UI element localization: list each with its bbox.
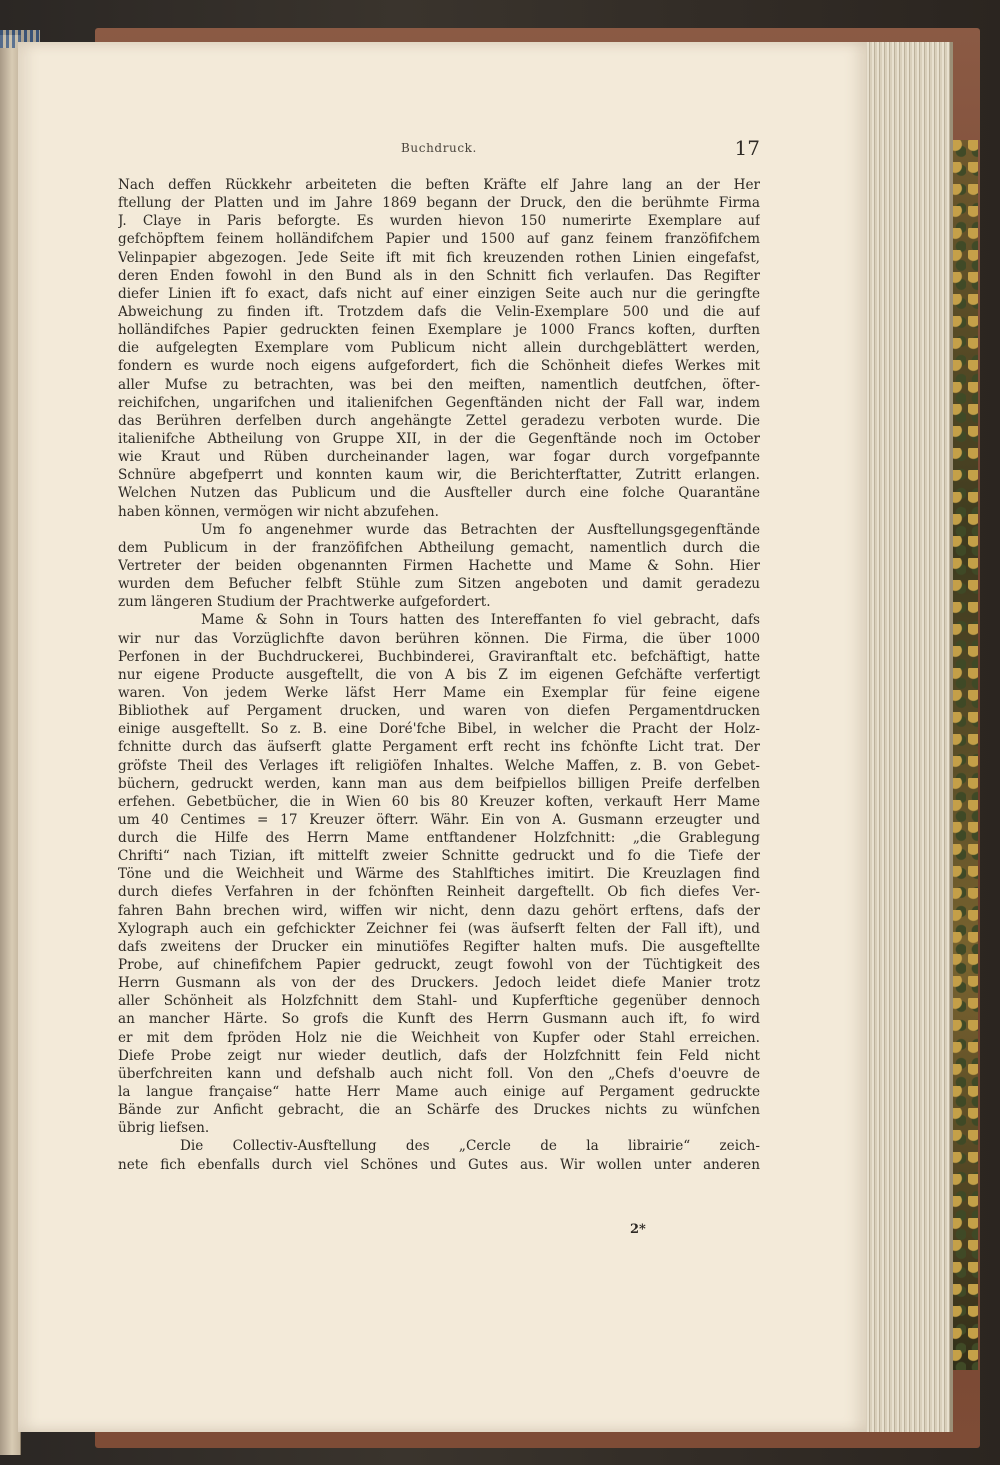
- text-line: aller Schönheit als Holzfchnitt dem Stahl- und Kupferftiche gegenüber dennoch: [118, 993, 760, 1010]
- text-line: dafs zweitens der Drucker ein minutiöfes Regifter halten mufs. Die ausgeftellte: [118, 938, 760, 955]
- text-line: ftellung der Platten und im Jahre 1869 begann der Druck, den die berühmte Firma: [118, 195, 760, 212]
- text-line: reichifchen, ungarifchen und italienifchen Gegenftänden nicht der Fall war, indem: [118, 394, 760, 411]
- text-line: büchern, gedruckt werden, kann man aus dem beifpiellos billigen Preife derfelben: [118, 775, 760, 792]
- text-line: Herrn Gusmann als von der des Druckers. Jedoch leidet diefe Manier trotz: [118, 975, 760, 992]
- text-line: nur eigene Producte ausgeftellt, die von A bis Z im eigenen Gefchäfte verfertigt: [118, 666, 760, 683]
- text-line: Welchen Nutzen das Publicum und die Ausfteller durch eine folche Quarantäne: [118, 485, 760, 502]
- text-line: Abweichung zu finden ift. Trotzdem dafs die Velin-Exemplare 500 und die auf: [118, 303, 760, 320]
- text-line: Um fo angenehmer wurde das Betrachten der Ausftellungsgegenftände: [201, 521, 760, 538]
- text-line: diefer Linien ift fo exact, dafs nicht auf einer einzigen Seite auch nur die geringfte: [118, 285, 760, 302]
- text-line: durch diefes Verfahren in der fchönften Reinheit dargeftellt. Ob fich diefes Ver-: [118, 884, 760, 901]
- text-line: deren Enden fowohl in den Bund als in den Schnitt fich verlaufen. Das Regifter: [118, 267, 760, 284]
- body-text: [118, 176, 760, 1174]
- page-number: 17: [734, 136, 760, 160]
- marbled-edge: [950, 140, 978, 1370]
- text-line: haben können, vermögen wir nicht abzufehen.: [118, 503, 439, 520]
- text-line: Diefe Probe zeigt nur wieder deutlich, dafs der Holzfchnitt fein Feld nicht: [118, 1047, 760, 1064]
- text-line: aller Mufse zu betrachten, was bei den meiften, namentlich deutfchen, öfter-: [118, 376, 760, 393]
- text-line: gefchöpftem feinem holländifchem Papier und 1500 auf ganz feinem franzöfifchem: [118, 231, 760, 248]
- text-line: Nach deffen Rückkehr arbeiteten die beften Kräfte elf Jahre lang an der Her: [118, 177, 760, 193]
- text-line: Xylograph auch ein gefchickter Zeichner fei (was äufserft felten der Fall ift), und: [118, 920, 760, 937]
- text-line: die aufgelegten Exemplare vom Publicum nicht allein durchgeblättert werden,: [118, 340, 760, 357]
- text-line: erfehen. Gebetbücher, die in Wien 60 bis 80 Kreuzer koften, verkauft Herr Mame: [118, 793, 760, 810]
- text-line: nete fich ebenfalls durch viel Schönes und Gutes aus. Wir wollen unter anderen: [118, 1156, 760, 1173]
- text-line: um 40 Centimes = 17 Kreuzer öfterr. Währ. Ein von A. Gusmann erzeugter und: [118, 811, 760, 828]
- text-line: wie Kraut und Rüben durcheinander lagen, war fogar durch vorgefpannte: [118, 449, 760, 466]
- text-line: Bibliothek auf Pergament drucken, und waren von diefen Pergamentdrucken: [118, 703, 760, 720]
- text-line: J. Claye in Paris beforgte. Es wurden hievon 150 numerirte Exemplare auf: [118, 213, 760, 230]
- signature-area: [118, 1222, 760, 1240]
- text-line: zum längeren Studium der Prachtwerke aufgefordert.: [118, 594, 491, 611]
- text-line: fchnitte durch das äufserft glatte Pergament erft recht ins fchönfte Licht trat. Der: [118, 739, 760, 756]
- text-line: er mit dem fpröden Holz nie die Weichheit von Kupfer oder Stahl erreichen.: [118, 1029, 760, 1046]
- text-line: Chrifti“ nach Tizian, ift mittelft zweier Schnitte gedruckt und fo die Tiefe der: [118, 848, 760, 865]
- text-line: fahren Bahn brechen wird, wiffen wir nicht, denn dazu gehört erftens, dafs der: [118, 902, 760, 919]
- text-line: durch die Hilfe des Herrn Mame entftandener Holzfchnitt: „die Grablegung: [118, 830, 760, 847]
- text-line: Probe, auf chinefifchem Papier gedruckt, zeugt fowohl von der Tüchtigkeit des: [118, 957, 760, 974]
- text-line: fondern es wurde noch eigens aufgefordert, fich die Schönheit diefes Werkes mit: [118, 358, 760, 375]
- text-line: Mame & Sohn in Tours hatten des Intereffanten fo viel gebracht, dafs: [201, 612, 760, 629]
- signature-mark: 2*: [630, 1222, 646, 1237]
- text-line: wurden dem Befucher felbft Stühle zum Sitzen angeboten und damit geradezu: [118, 576, 760, 593]
- page-header: [118, 136, 760, 166]
- page-edges: [862, 42, 953, 1432]
- text-line: Töne und die Weichheit und Wärme des Stahlftiches imitirt. Die Kreuzlagen find: [118, 866, 760, 883]
- text-line: überfchreiten kann und defshalb auch nicht foll. Von den „Chefs d'oeuvre de: [118, 1065, 760, 1082]
- text-line: holländifches Papier gedruckten feinen Exemplare je 1000 Francs koften, durften: [118, 322, 760, 339]
- text-line: wir nur das Vorzüglichfte davon berühren können. Die Firma, die über 1000: [118, 630, 760, 647]
- text-line: Perfonen in der Buchdruckerei, Buchbinderei, Graviranftalt etc. befchäftigt, hatte: [118, 648, 760, 665]
- text-line: dem Publicum in der franzöfifchen Abtheilung gemacht, namentlich durch die: [118, 539, 760, 556]
- text-line: gröfste Theil des Verlages ift religiöfen Inhaltes. Welche Maffen, z. B. von Gebet-: [118, 757, 760, 774]
- text-line: la langue française“ hatte Herr Mame auch einige auf Pergament gedruckte: [118, 1084, 760, 1101]
- text-line: das Berühren derfelben durch angehängte Zettel geradezu verboten wurde. Die: [118, 412, 760, 429]
- text-line: waren. Von jedem Werke läfst Herr Mame ein Exemplar für feine eigene: [118, 684, 760, 701]
- text-line: italienifche Abtheilung von Gruppe XII, in der die Gegenftände noch im October: [118, 430, 760, 447]
- text-line: übrig liefsen.: [118, 1120, 210, 1137]
- text-line: Die Collectiv-Ausftellung des „Cercle de la librairie“ zeich-: [180, 1138, 760, 1155]
- text-line: Velinpapier abgezogen. Jede Seite ift mit fich kreuzenden rothen Linien eingefafst,: [118, 249, 760, 266]
- text-line: Bände zur Anficht gebracht, die an Schärfe des Druckes nichts zu wünfchen: [118, 1102, 760, 1119]
- text-line: einige ausgeftellt. So z. B. eine Doré'fche Bibel, in welcher die Pracht der Holz-: [118, 721, 760, 738]
- text-line: Schnüre abgefperrt und konnten kaum wir, die Berichterftatter, Zutritt erlangen.: [118, 467, 760, 484]
- text-line: an mancher Härte. So grofs die Kunft des Herrn Gusmann auch ift, fo wird: [118, 1011, 760, 1028]
- text-line: Vertreter der beiden obgenannten Firmen Hachette und Mame & Sohn. Hier: [118, 557, 760, 574]
- running-head: Buchdruck.: [401, 141, 477, 155]
